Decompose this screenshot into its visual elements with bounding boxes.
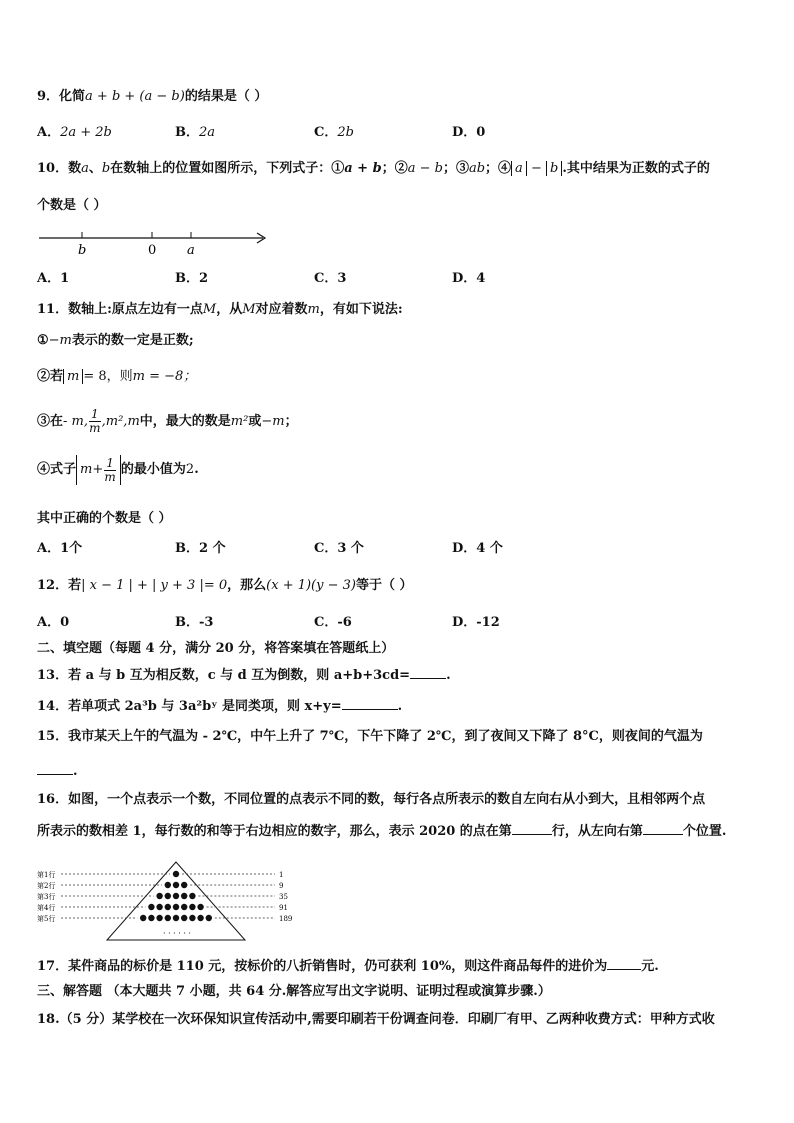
dot [173, 904, 179, 910]
question-13: 13．若 a 与 b 互为相反数，c 与 d 互为倒数，则 a+b+3cd= . [37, 668, 451, 683]
fraction-1-over-m: $\frac{1}{m}$ [89, 407, 101, 435]
dot [173, 871, 179, 877]
q9-option-b: B．2a [175, 125, 216, 140]
dot [173, 915, 179, 921]
question-9-stem: 9．化简 [37, 89, 86, 104]
question-14: 14．若单项式 2a³b 与 3a²bʸ 是同类项，则 x+y= . [37, 699, 403, 714]
question-10-line1: 10．数a、b在数轴上的位置如图所示，下列式子：①a + b；②a − b；③ab；④ a − b .其中结果为正数的式子的 [37, 161, 710, 176]
row-label-4: 第4行 [37, 904, 56, 912]
row-label-5: 第5行 [37, 915, 56, 923]
question-17: 17．某件商品的标价是 110 元，按标价的八折销售时，仍可获利 10%，则这件商品每件的进价为 元. [37, 959, 659, 974]
statement-4: ④式子 m+ $\frac{1}{m}$ 的最小值为2. [37, 455, 199, 484]
section-2-heading: 二、填空题（每题 4 分，满分 20 分，将答案填在答题纸上） [37, 641, 395, 656]
dot [148, 915, 154, 921]
question-11-stem: 11．数轴上:原点左边有一点M，从M对应着数m，有如下说法: [37, 302, 403, 317]
dot [181, 915, 187, 921]
label-b: b [78, 243, 87, 258]
dot [165, 904, 171, 910]
q9-option-c: C．2b [314, 125, 354, 140]
number-line-figure [37, 228, 269, 260]
triangle-dot-figure [37, 860, 299, 946]
question-15-blank: . [37, 762, 78, 781]
row-label-2: 第2行 [37, 882, 56, 890]
label-zero: 0 [148, 243, 157, 258]
dot [189, 915, 195, 921]
row-sum-2: 9 [279, 882, 284, 890]
q12-option-b: B．-3 [175, 615, 214, 630]
q11-option-a: A．1个 [37, 541, 83, 556]
q9-option-d: D．0 [452, 125, 486, 140]
dot [181, 882, 187, 888]
question-9-expression: a + b + (a − b) [85, 89, 185, 104]
question-11-tail: 其中正确的个数是（ ） [37, 511, 172, 526]
row-sum-1: 1 [279, 871, 284, 879]
q10-option-c: C．3 [314, 271, 347, 286]
dot [197, 915, 203, 921]
question-10-line2: 个数是（ ） [37, 198, 107, 213]
dot [148, 904, 154, 910]
row-label-1: 第1行 [37, 871, 56, 879]
q12-option-c: C．-6 [314, 615, 352, 630]
dot [181, 904, 187, 910]
section-3-heading: 三、解答题 （本大题共 7 小题，共 64 分.解答应写出文字说明、证明过程或演算步骤.） [37, 984, 551, 999]
q11-option-c: C．3 个 [314, 541, 364, 556]
dot [140, 915, 146, 921]
dot [189, 904, 195, 910]
dot [173, 882, 179, 888]
statement-2: ②若 m = 8，则m = −8； [37, 369, 197, 384]
q11-option-d: D．4 个 [452, 541, 503, 556]
statement-3: ③在- m, $\frac{1}{m}$ ,m²,m中，最大的数是m²或−m； [37, 407, 298, 435]
question-16-line1: 16．如图，一个点表示一个数，不同位置的点表示不同的数，每行各点所表示的数自左向右从小到大，且相邻两个点 [37, 792, 706, 807]
label-a: a [187, 243, 195, 258]
question-9-tail: 的结果是（ ） [184, 89, 268, 104]
q10-option-b: B．2 [175, 271, 209, 286]
dot [165, 915, 171, 921]
dot [156, 904, 162, 910]
question-9 [37, 88, 267, 106]
statement-1: ①−m表示的数一定是正数; [37, 333, 194, 348]
question-15: 15．我市某天上午的气温为 - 2℃，中午上升了 7℃，下午下降了 2℃，到了夜间又下降了 8°C，则夜间的气温为 [37, 729, 703, 744]
q12-option-d: D．-12 [452, 615, 500, 630]
question-16-line2: 所表示的数相差 1，每行数的和等于右边相应的数字，那么，表示 2020 的点在第 行，从左向右第 个位置. [37, 824, 727, 839]
dot [165, 882, 171, 888]
dot [206, 915, 212, 921]
dot [173, 893, 179, 899]
row-sum-4: 91 [279, 904, 288, 912]
q10-option-a: A．1 [37, 271, 70, 286]
question-18: 18.（5 分）某学校在一次环保知识宣传活动中,需要印刷若干份调查问卷．印刷厂有甲、乙两种收费方式：甲种方式收 [37, 1012, 715, 1027]
row-sum-3: 35 [279, 893, 288, 901]
q11-option-b: B．2 个 [175, 541, 226, 556]
dot [189, 893, 195, 899]
dot [197, 904, 203, 910]
row-label-3: 第3行 [37, 893, 56, 901]
q9-option-a: A．2a + 2b [37, 125, 112, 140]
q12-option-a: A．0 [37, 615, 70, 630]
dot [181, 893, 187, 899]
row-sum-5: 189 [279, 915, 293, 923]
dot [165, 893, 171, 899]
ellipsis-dots: · · · · · · [163, 929, 191, 938]
dot [156, 915, 162, 921]
question-12: 12．若| x − 1 | + | y + 3 |= 0，那么(x + 1)(y − 3)等于（ ） [37, 578, 413, 593]
dot [156, 893, 162, 899]
q10-option-d: D．4 [452, 271, 486, 286]
